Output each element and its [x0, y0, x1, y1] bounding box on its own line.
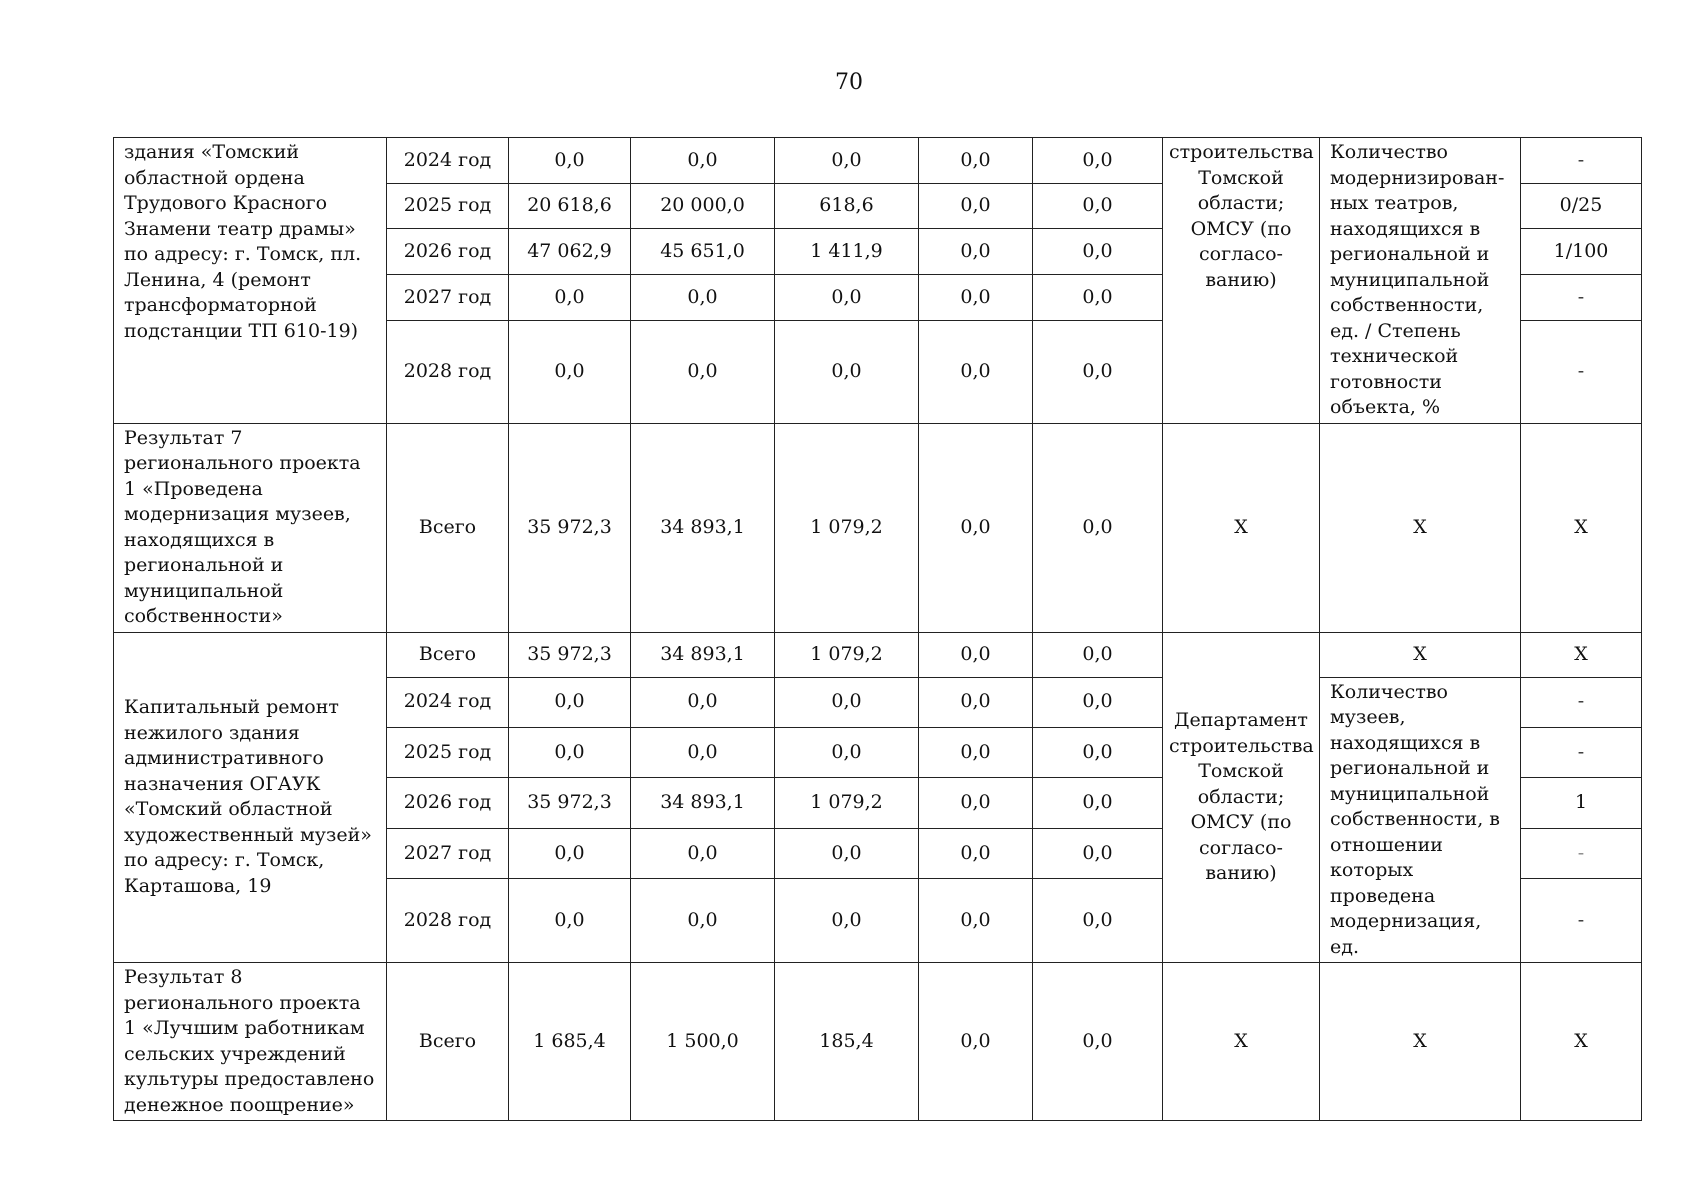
indicator-value-cell: -	[1521, 879, 1642, 963]
period-cell: 2025 год	[387, 183, 509, 229]
amount-regional-cell: 185,4	[775, 963, 919, 1121]
amount-other-cell: 0,0	[1033, 727, 1163, 777]
indicator-value-cell: 0/25	[1521, 183, 1642, 229]
amount-regional-cell: 618,6	[775, 183, 919, 229]
amount-local-cell: 0,0	[919, 275, 1033, 321]
indicator-name: Количество музеев, находящихся в региональной и муниципальной собственности, в отношении которых проведена модернизация, ед.	[1320, 677, 1521, 963]
amount-other-cell: 0,0	[1033, 423, 1163, 632]
amount-regional-cell: 0,0	[775, 275, 919, 321]
amount-federal-cell: 0,0	[631, 677, 775, 727]
indicator-value-cell: X	[1521, 632, 1642, 677]
amount-local-cell: 0,0	[919, 320, 1033, 423]
amount-local-cell: 0,0	[919, 727, 1033, 777]
indicator-value-cell: -	[1521, 275, 1642, 321]
table-row	[114, 632, 1642, 677]
period-cell: 2026 год	[387, 778, 509, 828]
period-cell: 2025 год	[387, 727, 509, 777]
amount-other-cell: 0,0	[1033, 138, 1163, 184]
amount-regional-cell: 0,0	[775, 727, 919, 777]
amount-regional-cell: 1 079,2	[775, 778, 919, 828]
amount-total-cell: 0,0	[509, 879, 631, 963]
amount-total-cell: 35 972,3	[509, 778, 631, 828]
amount-regional-cell: 0,0	[775, 320, 919, 423]
amount-other-cell: 0,0	[1033, 275, 1163, 321]
amount-federal-cell: 34 893,1	[631, 423, 775, 632]
amount-other-cell: 0,0	[1033, 183, 1163, 229]
amount-local-cell: 0,0	[919, 778, 1033, 828]
amount-other-cell: 0,0	[1033, 879, 1163, 963]
amount-local-cell: 0,0	[919, 423, 1033, 632]
result-description: Результат 8 регионального проекта 1 «Лучшим работникам сельских учреждений культуры предоставлено денежное поощрение»	[114, 963, 387, 1121]
indicator-value-cell: 1/100	[1521, 229, 1642, 275]
period-cell: 2028 год	[387, 879, 509, 963]
indicator-name: X	[1320, 963, 1521, 1121]
amount-local-cell: 0,0	[919, 879, 1033, 963]
indicator-value-cell: 1	[1521, 778, 1642, 828]
amount-federal-cell: 0,0	[631, 879, 775, 963]
amount-local-cell: 0,0	[919, 229, 1033, 275]
indicator-value-cell: -	[1521, 138, 1642, 184]
amount-total-cell: 0,0	[509, 320, 631, 423]
period-cell: Всего	[387, 963, 509, 1121]
budget-table	[113, 137, 1642, 1121]
indicator-value-cell: -	[1521, 727, 1642, 777]
period-cell: 2026 год	[387, 229, 509, 275]
amount-total-cell: 0,0	[509, 275, 631, 321]
period-cell: 2028 год	[387, 320, 509, 423]
amount-regional-cell: 0,0	[775, 677, 919, 727]
amount-other-cell: 0,0	[1033, 778, 1163, 828]
amount-total-cell: 35 972,3	[509, 632, 631, 677]
period-cell: Всего	[387, 423, 509, 632]
table-row-result	[114, 963, 1642, 1121]
amount-other-cell: 0,0	[1033, 828, 1163, 878]
amount-local-cell: 0,0	[919, 677, 1033, 727]
amount-regional-cell: 0,0	[775, 138, 919, 184]
amount-other-cell: 0,0	[1033, 320, 1163, 423]
period-cell: 2027 год	[387, 828, 509, 878]
amount-regional-cell: 0,0	[775, 828, 919, 878]
amount-local-cell: 0,0	[919, 828, 1033, 878]
page-number: 70	[835, 70, 863, 95]
indicator-value-cell: X	[1521, 963, 1642, 1121]
amount-total-cell: 47 062,9	[509, 229, 631, 275]
amount-regional-cell: 1 079,2	[775, 423, 919, 632]
indicator-value-cell: -	[1521, 320, 1642, 423]
amount-federal-cell: 0,0	[631, 828, 775, 878]
amount-total-cell: 20 618,6	[509, 183, 631, 229]
amount-total-cell: 0,0	[509, 828, 631, 878]
event-description: здания «Томский областной ордена Трудового Красного Знамени театр драмы» по адресу: г. Томск, пл. Ленина, 4 (ремонт трансформаторной подстанции ТП 610-19)	[114, 138, 387, 424]
amount-total-cell: 0,0	[509, 677, 631, 727]
responsible-executor: X	[1163, 423, 1320, 632]
amount-other-cell: 0,0	[1033, 229, 1163, 275]
amount-federal-cell: 0,0	[631, 275, 775, 321]
period-cell: 2027 год	[387, 275, 509, 321]
amount-other-cell: 0,0	[1033, 677, 1163, 727]
amount-total-cell: 1 685,4	[509, 963, 631, 1121]
amount-local-cell: 0,0	[919, 138, 1033, 184]
amount-regional-cell: 0,0	[775, 879, 919, 963]
amount-federal-cell: 0,0	[631, 727, 775, 777]
amount-local-cell: 0,0	[919, 183, 1033, 229]
amount-total-cell: 35 972,3	[509, 423, 631, 632]
amount-federal-cell: 45 651,0	[631, 229, 775, 275]
amount-federal-cell: 0,0	[631, 320, 775, 423]
result-description: Результат 7 регионального проекта 1 «Проведена модернизация музеев, находящихся в региональной и муниципальной собственности»	[114, 423, 387, 632]
responsible-executor: строительства Томской области; ОМСУ (по согласо-ванию)	[1163, 138, 1320, 424]
table-row-result	[114, 423, 1642, 632]
amount-other-cell: 0,0	[1033, 963, 1163, 1121]
amount-federal-cell: 0,0	[631, 138, 775, 184]
amount-other-cell: 0,0	[1033, 632, 1163, 677]
indicator-name: X	[1320, 632, 1521, 677]
amount-federal-cell: 20 000,0	[631, 183, 775, 229]
amount-regional-cell: 1 411,9	[775, 229, 919, 275]
indicator-value-cell: -	[1521, 828, 1642, 878]
period-cell: 2024 год	[387, 677, 509, 727]
amount-regional-cell: 1 079,2	[775, 632, 919, 677]
indicator-name: Количество модернизирован-ных театров, находящихся в региональной и муниципальной собственности, ед. / Степень технической готовности объекта, %	[1320, 138, 1521, 424]
period-cell: Всего	[387, 632, 509, 677]
amount-federal-cell: 1 500,0	[631, 963, 775, 1121]
indicator-value-cell: -	[1521, 677, 1642, 727]
responsible-executor: X	[1163, 963, 1320, 1121]
amount-total-cell: 0,0	[509, 727, 631, 777]
event-description: Капитальный ремонт нежилого здания административного назначения ОГАУК «Томский областной художественный музей» по адресу: г. Томск, Карташова, 19	[114, 632, 387, 963]
amount-local-cell: 0,0	[919, 963, 1033, 1121]
table-row	[114, 138, 1642, 184]
amount-total-cell: 0,0	[509, 138, 631, 184]
amount-federal-cell: 34 893,1	[631, 778, 775, 828]
indicator-name: X	[1320, 423, 1521, 632]
indicator-value-cell: X	[1521, 423, 1642, 632]
amount-federal-cell: 34 893,1	[631, 632, 775, 677]
amount-local-cell: 0,0	[919, 632, 1033, 677]
period-cell: 2024 год	[387, 138, 509, 184]
responsible-executor: Департамент строительства Томской области; ОМСУ (по согласо-ванию)	[1163, 632, 1320, 963]
